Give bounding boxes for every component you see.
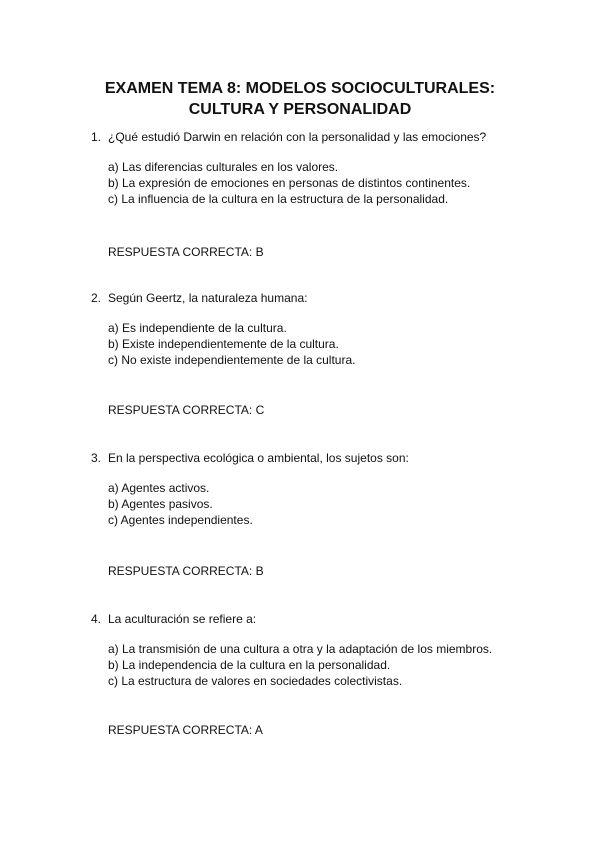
question-line bbox=[91, 130, 486, 144]
page-title bbox=[0, 78, 600, 120]
question-text: ¿Qué estudió Darwin en relación con la personalidad y las emociones? bbox=[108, 130, 487, 144]
question-line bbox=[91, 612, 256, 626]
option-c: c) La influencia de la cultura en la estructura de la personalidad. bbox=[108, 192, 449, 206]
question-text: Según Geertz, la naturaleza humana: bbox=[108, 291, 308, 305]
correct-answer: RESPUESTA CORRECTA: C bbox=[108, 403, 265, 417]
question-number: 2. bbox=[91, 291, 102, 305]
question-number: 3. bbox=[91, 451, 102, 465]
title-line-1: EXAMEN TEMA 8: MODELOS SOCIOCULTURALES: bbox=[104, 80, 496, 97]
option-b: b) Agentes pasivos. bbox=[108, 497, 213, 511]
option-c: c) Agentes independientes. bbox=[108, 513, 253, 527]
option-c: c) La estructura de valores en sociedades colectivistas. bbox=[108, 674, 403, 688]
option-a: a) Agentes activos. bbox=[108, 481, 210, 495]
options-list bbox=[108, 641, 492, 689]
option-b: b) La independencia de la cultura en la personalidad. bbox=[108, 658, 391, 672]
option-c: c) No existe independientemente de la cultura. bbox=[108, 353, 356, 367]
option-a: a) Las diferencias culturales en los valores. bbox=[108, 160, 339, 174]
question-line bbox=[91, 451, 409, 465]
correct-answer: RESPUESTA CORRECTA: A bbox=[108, 723, 263, 737]
correct-answer: RESPUESTA CORRECTA: B bbox=[108, 245, 264, 259]
question-text: La aculturación se refiere a: bbox=[108, 612, 257, 626]
question-number: 1. bbox=[91, 130, 102, 144]
option-b: b) La expresión de emociones en personas de distintos continentes. bbox=[108, 176, 471, 190]
question-number: 4. bbox=[91, 612, 102, 626]
options-list bbox=[108, 159, 470, 207]
option-a: a) La transmisión de una cultura a otra y la adaptación de los miembros. bbox=[108, 642, 493, 656]
correct-answer: RESPUESTA CORRECTA: B bbox=[108, 564, 264, 578]
option-a: a) Es independiente de la cultura. bbox=[108, 321, 287, 335]
title-line-2: CULTURA Y PERSONALIDAD bbox=[188, 101, 412, 118]
question-text: En la perspectiva ecológica o ambiental, los sujetos son: bbox=[108, 451, 409, 465]
options-list bbox=[108, 320, 355, 368]
options-list bbox=[108, 480, 253, 528]
question-line bbox=[91, 291, 307, 305]
option-b: b) Existe independientemente de la cultura. bbox=[108, 337, 339, 351]
